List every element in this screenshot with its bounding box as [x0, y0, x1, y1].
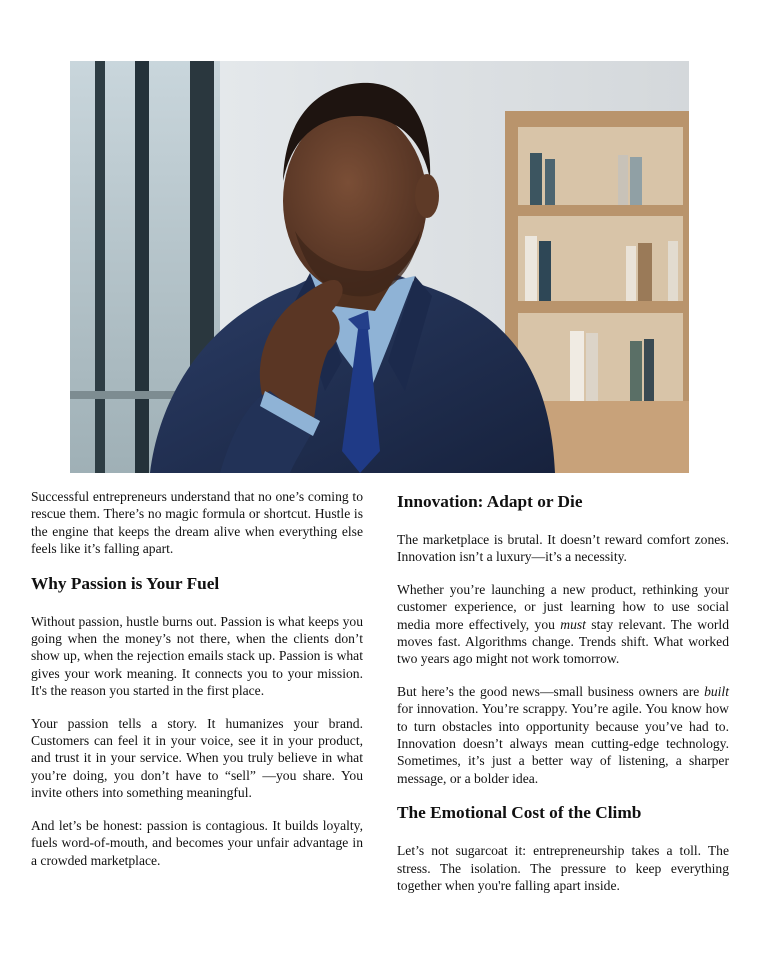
innovation-p3-start: But here’s the good news—small business owners are [397, 683, 705, 699]
innovation-paragraph-1: The marketplace is brutal. It doesn’t reward comfort zones. Innovation isn’t a luxury—it’s a necessity. [397, 532, 729, 565]
innovation-paragraph-3 [397, 683, 729, 787]
passion-paragraph-2: Your passion tells a story. It humanizes your brand. Customers can feel it in your voice, see it in your product, and trust it in your service. When you truly believe in what you’re doing, you don’t have to “sell” —you share. You invite others into something meaningful. [31, 715, 363, 801]
innovation-p2-start: Whether you’re launching a new product, rethinking your customer experience, or just learning how to use social media more effectively, you [397, 581, 729, 632]
innovation-p3-end: for innovation. You’re scrappy. You’re agile. You know how to turn obstacles into opportunity because you’ve had to. Innovation doesn’t always mean cutting-edge technology. Sometimes, it’s just a better way of listening, a sharper message, or a bolder idea. [397, 701, 729, 786]
businessman-photo [70, 61, 689, 473]
left-column [31, 488, 363, 884]
innovation-paragraph-2 [397, 581, 729, 668]
right-column [397, 491, 729, 910]
passion-paragraph-1: Without passion, hustle burns out. Passion is what keeps you going when the money’s not there, when the clients don’t show up, when the rejection emails stack up. Passion is what gives your work meaning. It connects you to your mission. It's the reason you started in the first place. [31, 613, 363, 699]
emotional-cost-heading: The Emotional Cost of the Climb [397, 803, 642, 823]
emotional-cost-paragraph: Let’s not sugarcoat it: entrepreneurship takes a toll. The stress. The isolation. The pressure to keep everything together when you're falling apart inside. [397, 843, 729, 894]
innovation-p2-end: stay relevant. The world moves fast. Algorithms change. Trends shift. What worked two years ago might not work tomorrow. [397, 616, 729, 667]
passion-heading: Why Passion is Your Fuel [31, 573, 220, 593]
innovation-heading: Innovation: Adapt or Die [397, 492, 583, 511]
intro-paragraph: Successful entrepreneurs understand that no one’s coming to rescue them. There’s no magic formula or shortcut. Hustle is the engine that keeps the dream alive when everything else feels like it’s falling apart. [31, 489, 363, 557]
passion-paragraph-3: And let’s be honest: passion is contagious. It builds loyalty, fuels word-of-mouth, and becomes your unfair advantage in a crowded marketplace. [31, 817, 363, 868]
emphasis-built: built [704, 683, 729, 699]
emphasis-must: must [560, 616, 586, 632]
